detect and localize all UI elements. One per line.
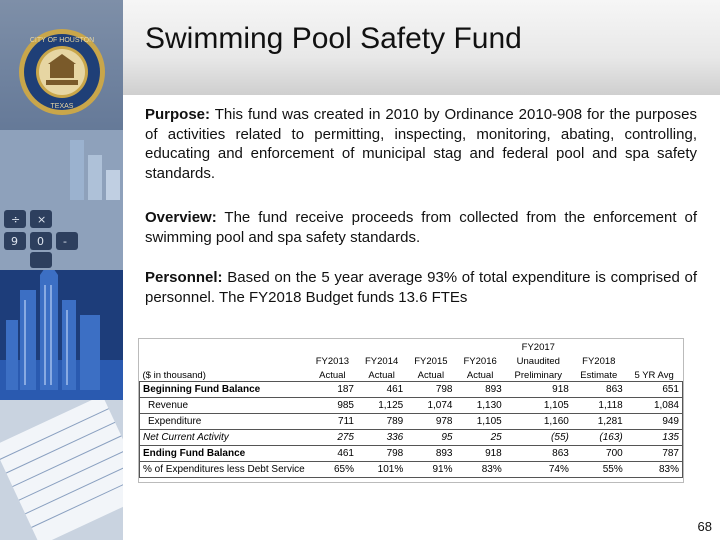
table-header-cell <box>626 353 683 367</box>
table-cell: 700 <box>572 446 626 462</box>
table-header-cell: FY2015 <box>414 356 448 367</box>
overview-text: The fund receive proceeds from collected from the enforcement of swimming pool and spa safety standards. <box>145 209 697 246</box>
table-header-cell: FY2017 <box>521 342 555 353</box>
table-row <box>140 462 683 478</box>
svg-text:CITY OF HOUSTON: CITY OF HOUSTON <box>29 37 95 44</box>
table-cell: 91% <box>406 462 455 478</box>
table-header-cell: FY2013 <box>315 356 350 367</box>
table-header-cell: FY2018 <box>582 356 616 367</box>
table-header-cell <box>626 339 683 353</box>
svg-text:÷: ÷ <box>11 213 21 226</box>
table-header-row-2 <box>140 353 683 367</box>
purpose-text: This fund was created in 2010 by Ordinance 2010-908 for the purposes of activities related to permitting, inspecting, monitoring, abating, controlling, educating and enforcement of municipal stag and federal pool and spa safety standards. <box>145 106 697 182</box>
table-cell: 1,074 <box>406 398 455 414</box>
table-header-row-1 <box>140 339 683 353</box>
row-label: Beginning Fund Balance <box>140 382 308 398</box>
table-cell: 336 <box>357 430 406 446</box>
table-header-cell: Actual <box>368 370 395 381</box>
svg-text:0: 0 <box>37 235 44 248</box>
table-cell: 135 <box>626 430 683 446</box>
table-header-cell: Actual <box>319 370 346 381</box>
table-cell: 893 <box>456 382 505 398</box>
table-header-cell <box>406 339 455 353</box>
city-skyline-image-icon <box>0 270 123 410</box>
table-cell: 798 <box>357 446 406 462</box>
table-header-cell: Estimate <box>580 370 618 381</box>
table-row <box>140 430 683 446</box>
table-cell: 978 <box>406 414 455 430</box>
personnel-text: Based on the 5 year average 93% of total expenditure is comprised of personnel. The FY2018 Budget funds 13.6 FTEs <box>145 269 697 306</box>
table-row <box>140 398 683 414</box>
table-cell: 95 <box>406 430 455 446</box>
row-label: Net Current Activity <box>140 430 308 446</box>
table-cell: 949 <box>626 414 683 430</box>
table-header-cell: Actual <box>417 370 445 381</box>
table-cell: 83% <box>626 462 683 478</box>
table-cell: 275 <box>308 430 357 446</box>
table-cell: 787 <box>626 446 683 462</box>
spreadsheet-paper-image-icon <box>0 400 123 540</box>
table-header-cell: Unaudited <box>516 356 560 367</box>
table-cell: 798 <box>406 382 455 398</box>
purpose-paragraph <box>145 105 697 183</box>
table-cell: 893 <box>406 446 455 462</box>
row-label: % of Expenditures less Debt Service <box>140 462 308 478</box>
table-cell: 187 <box>308 382 357 398</box>
table-header-cell: 5 YR Avg <box>634 370 674 381</box>
svg-text:×: × <box>37 213 47 226</box>
table-cell: 1,281 <box>572 414 626 430</box>
city-seal-icon <box>18 28 106 116</box>
page-number: 68 <box>697 519 712 534</box>
personnel-paragraph <box>145 268 697 307</box>
table-cell: 83% <box>456 462 505 478</box>
svg-text:-: - <box>63 235 67 248</box>
table-header-cell: ($ in thousand) <box>142 370 206 381</box>
table-header-cell <box>357 339 406 353</box>
purpose-label: Purpose: <box>145 106 211 123</box>
table-header-cell: FY2016 <box>463 356 497 367</box>
table-cell: 1,130 <box>456 398 505 414</box>
table-cell: 711 <box>308 414 357 430</box>
table-header-cell: Actual <box>466 370 494 381</box>
table-cell: 918 <box>505 382 572 398</box>
table-cell: 1,105 <box>505 398 572 414</box>
svg-text:TEXAS: TEXAS <box>50 103 74 110</box>
overview-label: Overview: <box>145 209 217 226</box>
fund-summary-table <box>138 338 684 483</box>
table-cell: 461 <box>308 446 357 462</box>
table-cell: 101% <box>357 462 406 478</box>
table-cell: 74% <box>505 462 572 478</box>
row-label: Ending Fund Balance <box>140 446 308 462</box>
row-label: Revenue <box>140 398 308 414</box>
table-header-row-3 <box>140 367 683 382</box>
svg-text:9: 9 <box>11 235 18 248</box>
table-cell: 1,160 <box>505 414 572 430</box>
table-cell: 863 <box>572 382 626 398</box>
table-header-cell <box>308 339 357 353</box>
table-cell: (55) <box>505 430 572 446</box>
table-row <box>140 382 683 398</box>
table-cell: 55% <box>572 462 626 478</box>
row-label: Expenditure <box>140 414 308 430</box>
overview-paragraph <box>145 208 697 247</box>
table-cell: 461 <box>357 382 406 398</box>
table-cell: 651 <box>626 382 683 398</box>
table-header-cell: Preliminary <box>514 370 563 381</box>
table-cell: 1,118 <box>572 398 626 414</box>
table-header-cell: FY2014 <box>364 356 399 367</box>
table-cell: 918 <box>456 446 505 462</box>
table-cell: 65% <box>308 462 357 478</box>
decorative-sidebar <box>0 0 123 540</box>
table-header-cell <box>140 353 308 367</box>
table-cell: 863 <box>505 446 572 462</box>
table-cell: 1,125 <box>357 398 406 414</box>
table-cell: 789 <box>357 414 406 430</box>
slide-title: Swimming Pool Safety Fund <box>145 22 522 55</box>
table-header-cell <box>572 339 626 353</box>
table-cell: (163) <box>572 430 626 446</box>
personnel-label: Personnel: <box>145 269 223 286</box>
table-cell: 1,105 <box>456 414 505 430</box>
table-cell: 1,084 <box>626 398 683 414</box>
table-header-cell <box>456 339 505 353</box>
table-cell: 25 <box>456 430 505 446</box>
table-row <box>140 446 683 462</box>
table-row <box>140 414 683 430</box>
calculator-image-icon <box>0 130 123 270</box>
table-header-cell <box>140 339 308 353</box>
table-cell: 985 <box>308 398 357 414</box>
